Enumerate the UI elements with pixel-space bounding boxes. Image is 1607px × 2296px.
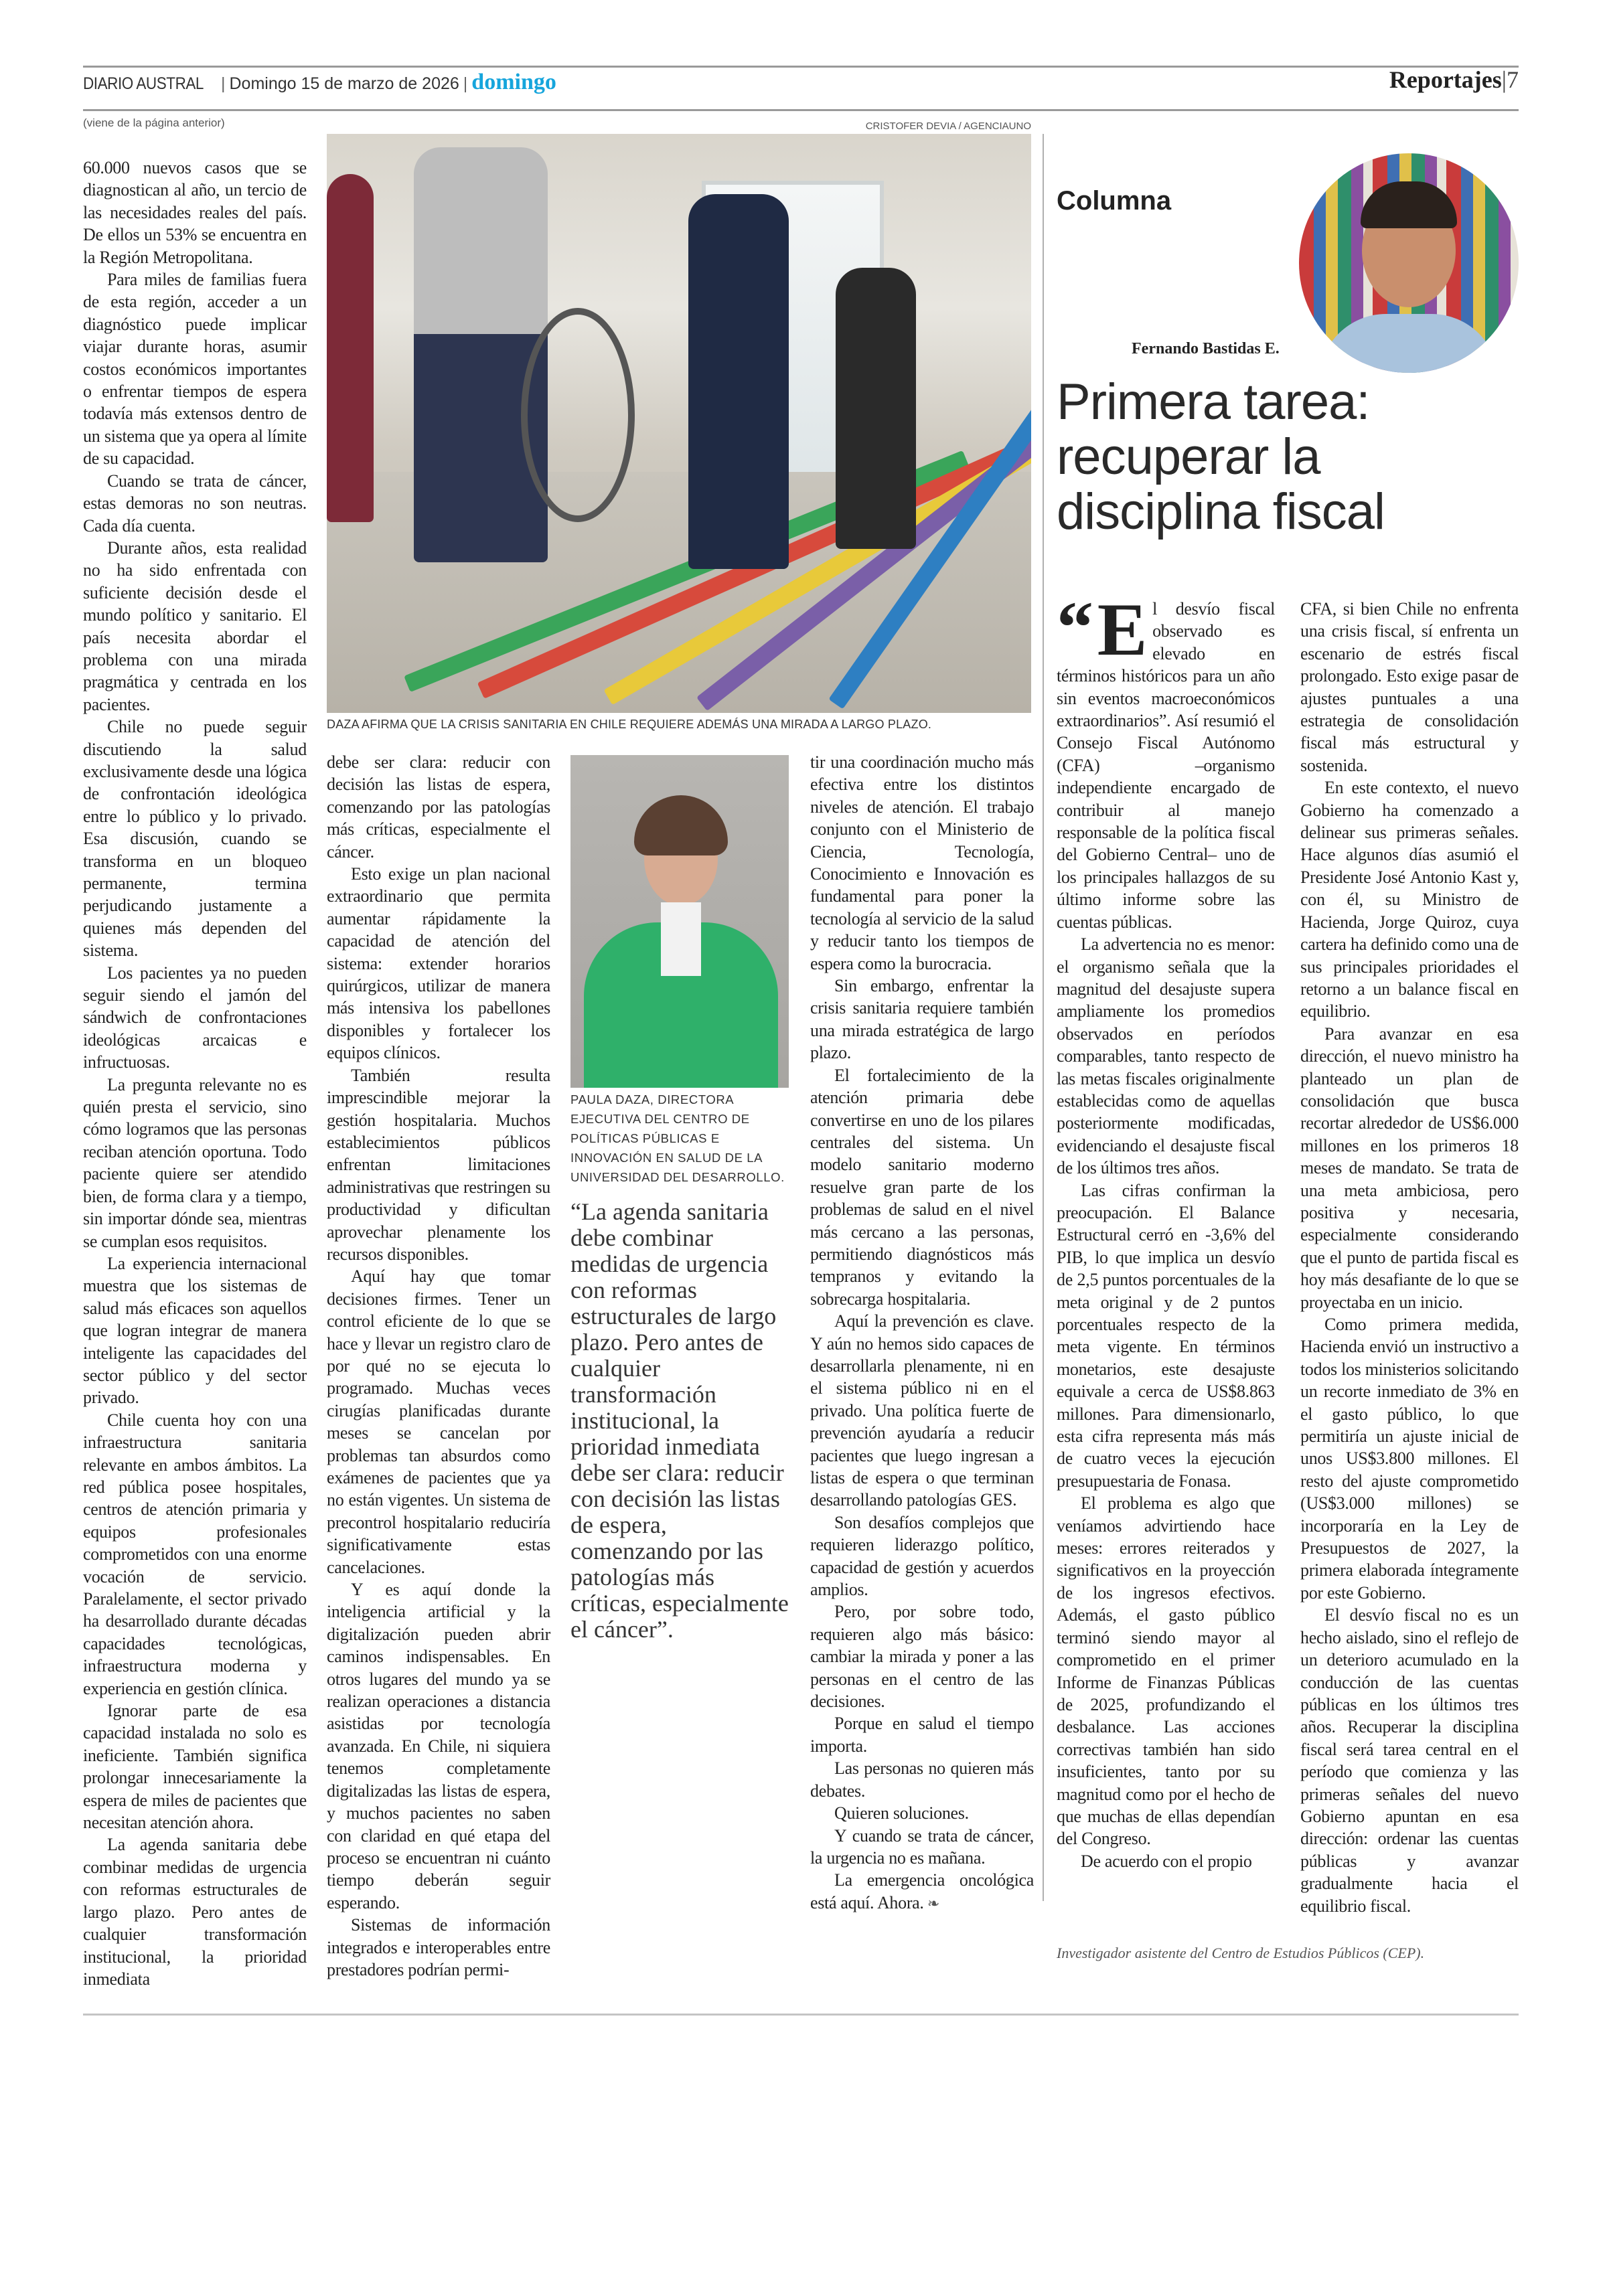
paragraph: Sin embargo, enfrentar la crisis sanitaria requiere también una mirada estratégica de largo plazo. xyxy=(810,976,1034,1063)
paragraph: El problema es algo que veníamos advirtiendo hace meses: errores reiterados y significativos en la proyección de los ingresos efectivos. Además, el gasto público terminó siendo mayor al comprometido en el primer Informe de Finanzas Públicas de 2025, profundizando el desbalance. Las acciones correctivas también han sido insuficientes, tanto por su magnitud como por el hecho de que muchas de ellas dependían del Congreso. xyxy=(1057,1493,1275,1849)
person xyxy=(327,174,374,522)
portrait-caption-and-quote xyxy=(570,1090,791,1643)
paragraph: l desvío fiscal observado es elevado en términos históricos para un año sin eventos macroeconómicos extraordinarios”. Así resumió el Consejo Fiscal Autónomo (CFA) –organismo independiente encargado de contribuir al manejo responsable de la política fiscal del Gobierno Central– uno de los principales hallazgos de su último informe sobre las cuentas públicas. xyxy=(1057,599,1275,932)
column-text-b xyxy=(1300,598,1519,1917)
shirt xyxy=(1319,314,1499,373)
paragraph: Quieren soluciones. xyxy=(834,1803,969,1823)
paragraph: Porque en salud el tiempo importa. xyxy=(810,1714,1034,1756)
page-number: 7 xyxy=(1507,66,1519,93)
quote-mark-icon: “ xyxy=(1057,586,1093,668)
header-right xyxy=(1389,66,1519,94)
column-text-a xyxy=(1057,586,1275,1872)
paragraph: También resulta imprescindible mejorar la gestión hospitalaria. Muchos establecimientos públicos enfrentan limitaciones administrativas que restringen su productividad y dificultan aprovechar plenamente los recursos disponibles. xyxy=(327,1065,550,1264)
paragraph: Las cifras confirman la preocupación. El Balance Estructural cerró en -3,6% del PIB, lo que implica un desvío de 2,5 puntos porcentuales de la meta original y de 2 puntos porcentuales respecto de la meta vigente. En términos monetarios, este desajuste equivale a cerca de US$8.863 millones. Para dimensionarlo, esta cifra representa más más de cuatro veces la ejecución presupuestaria de Fonasa. xyxy=(1057,1180,1275,1491)
article-column-3 xyxy=(810,751,1034,1914)
paragraph: Y es aquí donde la inteligencia artificial y la digitalización pueden abrir caminos indispensables. En otros lugares del mundo ya se realizan operaciones a distancia asistidas por tecnología avanzada. En Chile, ni siquiera tenemos completamente digitalizadas las listas de espera, y muchos pacientes no saben con claridad en qué etapa del proceso se encuentran ni cuánto tiempo deberán seguir esperando. xyxy=(327,1580,550,1912)
column-divider xyxy=(1043,134,1044,1901)
column-label: Columna xyxy=(1057,186,1172,216)
person xyxy=(836,268,916,549)
paragraph: La pregunta relevante no es quién presta el servicio, sino cómo logramos que las personas reciban atención oportuna. Todo paciente quiere ser atendido bien, de forma clara y a tiempo, sin importar dónde sea, mientras se cumplan esos requisitos. xyxy=(83,1074,307,1251)
supplement-name: domingo xyxy=(471,70,556,94)
page-bottom-rule xyxy=(83,2014,1519,2016)
separator: | xyxy=(221,74,226,93)
portrait-caption: PAULA DAZA, DIRECTORA EJECUTIVA DEL CENTRO DE POLÍTICAS PÚBLICAS E INNOVACIÓN EN SALUD DE LA UNIVERSIDAD DEL DESARROLLO. xyxy=(570,1092,785,1184)
person xyxy=(414,147,548,562)
person xyxy=(688,194,789,569)
paragraph: Son desafíos complejos que requieren liderazgo político, capacidad de gestión y acuerdos amplios. xyxy=(810,1512,1034,1600)
author-footnote: Investigador asistente del Centro de Estudios Públicos (CEP). xyxy=(1057,1944,1425,1961)
article-column-1 xyxy=(83,157,307,1990)
paragraph: Chile cuenta hoy con una infraestructura sanitaria relevante en ambos ámbitos. La red pública posee hospitales, centros de atención primaria y equipos profesionales comprometidos con una enorme vocación de servicio. Paralelamente, el sector privado ha desarrollado durante décadas capacidades tecnológicas, infraestructura moderna y experiencia en gestión clínica. xyxy=(83,1410,307,1698)
paragraph: Sistemas de información integrados e interoperables entre prestadores podrían permi- xyxy=(327,1915,550,1979)
white-shirt xyxy=(661,902,701,976)
paragraph: De acuerdo con el propio xyxy=(1081,1851,1252,1871)
wheelchair xyxy=(521,308,635,522)
section-name: Reportajes xyxy=(1389,66,1502,93)
paragraph: Chile no puede seguir discutiendo la salud exclusivamente desde una lógica de confrontación ideológica entre lo público y lo privado. Esa discusión, cuando se transforma en un bloqueo permanente, termina perjudicando justamente a quienes más dependen del sistema. xyxy=(83,717,307,961)
paragraph: La advertencia no es menor: el organismo señala que la magnitud del desajuste supera ampliamente los promedios observados en períodos comparables, tanto respecto de las metas fiscales originalmente establecidas como de aquellas posteriormente modificadas, evidenciando el desajuste fiscal de los últimos tres años. xyxy=(1057,934,1275,1178)
paragraph: La experiencia internacional muestra que los sistemas de salud más eficaces son aquellos que logran integrar de manera inteligente las capacidades del sector público y del sector privado. xyxy=(83,1253,307,1408)
paragraph: Durante años, esta realidad no ha sido enfrentada con suficiente decisión desde el mundo político y sanitario. El país necesita abordar el problema con una mirada pragmática y centrada en los pacientes. xyxy=(83,538,307,714)
paragraph: El desvío fiscal no es un hecho aislado, sino el reflejo de un deterioro acumulado en la conducción de las cuentas públicas en los últimos tres años. Recuperar la disciplina fiscal será tarea central en el período que comienza y las primeras señales del nuevo Gobierno apuntan en esa dirección: ordenar las cuentas públicas y avanzar gradualmente hacia el equilibrio fiscal. xyxy=(1300,1605,1519,1916)
hospital-corridor-photo xyxy=(327,134,1031,713)
paragraph: 60.000 nuevos casos que se diagnostican al año, un tercio de las necesidades reales del país. De ellos un 53% se encuentra en la Región Metropolitana. xyxy=(83,158,307,267)
paragraph: El fortalecimiento de la atención primaria debe convertirse en uno de los pilares centrales del sistema. Un modelo sanitario moderno resuelve gran parte de los problemas de salud en el nivel más cercano a las personas, permitiendo diagnósticos más tempranos y evitando la sobrecarga hospitalaria. xyxy=(810,1065,1034,1309)
author-photo xyxy=(1299,153,1519,373)
paragraph: Y cuando se trata de cáncer, la urgencia no es mañana. xyxy=(810,1825,1034,1868)
column-headline: Primera tarea: recuperar la disciplina fiscal xyxy=(1057,374,1385,540)
hair xyxy=(1361,181,1457,228)
article-column-2 xyxy=(327,751,550,1981)
column-body xyxy=(1057,586,1519,1963)
newspaper-name: DIARIO AUSTRAL xyxy=(83,74,204,93)
pull-quote: “La agenda sanitaria debe combinar medidas de urgencia con reformas estructurales de largo plazo. Pero antes de cualquier transformación institucional, la prioridad inmediata debe ser clara: reducir con decisión las listas de espera, comenzando por las patologías más críticas, especialmente el cáncer”. xyxy=(570,1198,789,1643)
separator: | xyxy=(1501,66,1507,93)
paragraph: Como primera medida, Hacienda envió un instructivo a todos los ministerios solicitando un recorte inmediato de 3% en el gasto público, lo que permitiría un ajuste inicial de unos US$3.800 millones. El resto del ajuste comprometido (US$3.000 millones) se incorporaría en la Ley de Presupuestos de 2027, la primera elaborada íntegramente por este Gobierno. xyxy=(1300,1315,1519,1603)
paragraph: Esto exige un plan nacional extraordinario que permita aumentar rápidamente la capacidad de atención del sistema: extender horarios quirúrgicos, utilizar de manera más intensiva los pabellones disponibles y fortalecer los equipos clínicos. xyxy=(327,864,550,1063)
paragraph: tir una coordinación mucho más efectiva entre los distintos niveles de atención. El trabajo conjunto con el Ministerio de Ciencia, Tecnología, Conocimiento e Innovación es fundamental para poner la tecnología al servicio de la salud y reducir tanto los tiempos de espera como la burocracia. xyxy=(810,752,1034,973)
column-text-a-body xyxy=(1057,586,1275,1872)
paragraph: CFA, si bien Chile no enfrenta una crisis fiscal, sí enfrenta un escenario de estrés fiscal prolongado. Esto exige pasar de ajustes puntuales a una estrategia de consolidación fiscal más estructural y sostenida. xyxy=(1300,599,1519,775)
paragraph: Ignorar parte de esa capacidad instalada no solo es ineficiente. También significa prolongar innecesariamente la espera de miles de pacientes que necesitan atención ahora. xyxy=(83,1701,307,1833)
column-text-columns xyxy=(1057,586,1519,1917)
photo-credit: CRISTOFER DEVIA / AGENCIAUNO xyxy=(865,120,1031,132)
paragraph: En este contexto, el nuevo Gobierno ha comenzado a delinear sus primeras señales. Hace algunos días asumió el Presidente José Antonio Kast y, con él, su Ministro de Hacienda, Jorge Quiroz, cuya cartera ha definido como una de sus principales prioridades el retorno a un balance fiscal en equilibrio. xyxy=(1300,778,1519,1021)
paragraph: Para miles de familias fuera de esta región, acceder a un diagnóstico puede implicar viajar durante horas, asumir costos económicos importantes o enfrentar tiempos de espera todavía más extensos dentro de un sistema que ya opera al límite de su capacidad. xyxy=(83,270,307,469)
issue-date: Domingo 15 de marzo de 2026 xyxy=(229,74,459,93)
end-of-article-icon: ❧ xyxy=(923,1894,939,1912)
paragraph: Los pacientes ya no pueden seguir siendo el jamón del sándwich de confrontaciones ideológicas arcaicas e infructuosas. xyxy=(83,963,307,1072)
hair xyxy=(634,795,728,855)
header-top-rule xyxy=(83,66,1519,68)
paragraph: La agenda sanitaria debe combinar medidas de urgencia con reformas estructurales de largo plazo. Pero antes de cualquier transformación institucional, la prioridad inmediata xyxy=(83,1835,307,1989)
header-left xyxy=(83,70,556,95)
paula-daza-portrait xyxy=(570,755,789,1088)
photo-caption: DAZA AFIRMA QUE LA CRISIS SANITARIA EN CHILE REQUIERE ADEMÁS UNA MIRADA A LARGO PLAZO. xyxy=(327,718,932,731)
paragraph: Aquí la prevención es clave. Y aún no hemos sido capaces de desarrollarla plenamente, ni en el sistema público ni en el privado. Una política fuerte de prevención ayudaría a reducir pacientes que luego ingresan a listas de espera o que terminan desarrollando patologías GES. xyxy=(810,1311,1034,1510)
header-bottom-rule xyxy=(83,109,1519,111)
paragraph: Las personas no quieren más debates. xyxy=(810,1758,1034,1801)
paragraph: Pero, por sobre todo, requieren algo más básico: cambiar la mirada y poner a las personas en el centro de las decisiones. xyxy=(810,1602,1034,1712)
paragraph: debe ser clara: reducir con decisión las listas de espera, comenzando por las patologías más críticas, especialmente el cáncer. xyxy=(327,752,550,862)
paragraph: Aquí hay que tomar decisiones firmes. Tener un control eficiente de lo que se hace y llevar un registro claro de por qué no se ejecuta lo programado. Muchas veces cirugías planificadas durante meses se cancelan por problemas tan absurdos como exámenes de pacientes que ya no están vigentes. Un sistema de precontrol hospitalario reduciría significativamente estas cancelaciones. xyxy=(327,1266,550,1577)
paragraph: Cuando se trata de cáncer, estas demoras no son neutras. Cada día cuenta. xyxy=(83,471,307,536)
separator: | xyxy=(463,74,468,93)
paragraph: La emergencia oncológica está aquí. Ahora. ❧ xyxy=(810,1870,1034,1912)
paragraph: Para avanzar en esa dirección, el nuevo ministro ha planteado un plan de consolidación que busca recortar alrededor de US$6.000 millones en los primeros 18 meses de mandato. Se trata de una meta ambiciosa, pero positiva y necesaria, especialmente considerando que el punto de partida fiscal es hoy más desafiante de lo que se proyectaba en un inicio. xyxy=(1300,1023,1519,1312)
continued-note: (viene de la página anterior) xyxy=(83,116,225,129)
author-name: Fernando Bastidas E. xyxy=(1132,340,1280,357)
drop-cap: E xyxy=(1097,588,1148,671)
